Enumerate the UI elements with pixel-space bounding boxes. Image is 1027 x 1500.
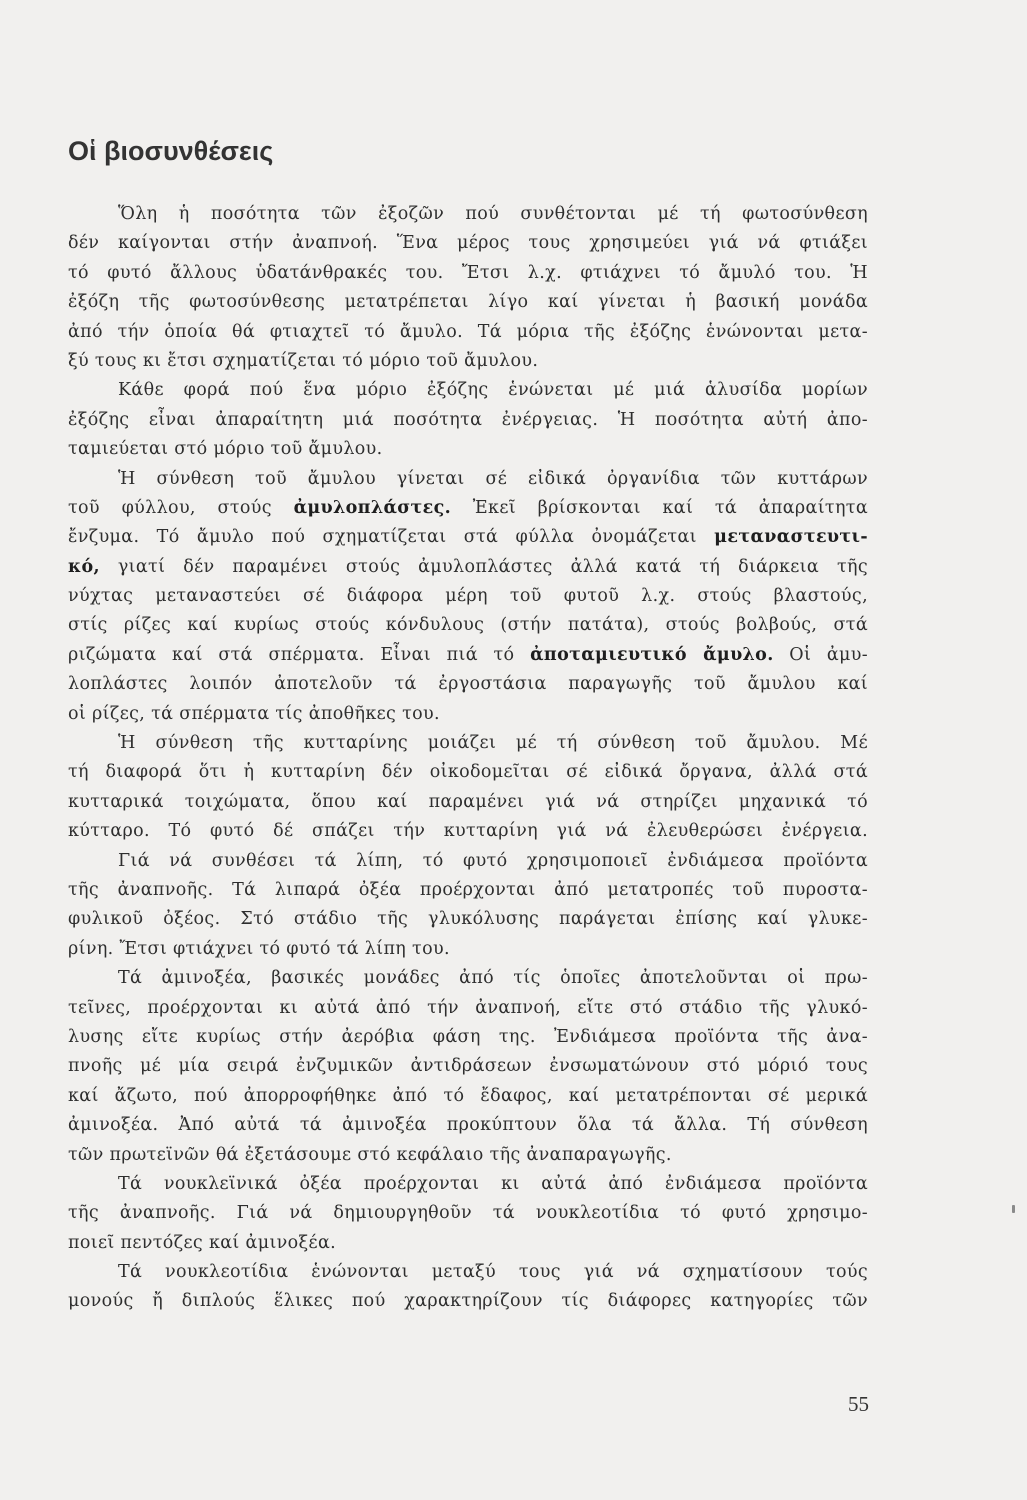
section-heading: Οἱ βιοσυνθέσεις <box>68 136 274 166</box>
text-line: κυτταρικά τοιχώματα, ὅπου καί παραμένει γιά νά στηρίζει μηχανικά τό <box>68 791 868 812</box>
book-page <box>68 0 868 1500</box>
text-line: ἀπό τήν ὁποία θά φτιαχτεῖ τό ἄμυλο. Τά μόρια τῆς ἐξόζης ἑνώνονται μετα- <box>68 321 868 342</box>
bold-term: ἀποταμιευτικό ἄμυλο. <box>530 644 774 665</box>
text-line: τό φυτό ἄλλους ὑδατάνθρακές του. Ἔτσι λ.χ. φτιάχνει τό ἄμυλό του. Ἡ <box>68 262 868 283</box>
text-line: λοπλάστες λοιπόν ἀποτελοῦν τά ἐργοστάσια παραγωγῆς τοῦ ἄμυλου καί <box>68 674 868 695</box>
text-segment: γιατί δέν παραμένει στούς ἀμυλοπλάστες ἀλλά κατά τή διάρκεια τῆς <box>99 556 868 577</box>
text-line <box>68 553 868 582</box>
text-line: ξύ τους κι ἔτσι σχηματίζεται τό μόριο τοῦ ἄμυλου. <box>68 350 539 371</box>
page-number: 55 <box>848 1392 869 1416</box>
text-line: τεῖνες, προέρχονται κι αὐτά ἀπό τήν ἀναπνοή, εἴτε στό στάδιο τῆς γλυκό- <box>68 997 868 1018</box>
text-line: τή διαφορά ὅτι ἡ κυτταρίνη δέν οἰκοδομεῖται σέ εἰδικά ὄργανα, ἀλλά στά <box>68 762 868 783</box>
text-line: Κάθε φορά πού ἕνα μόριο ἐξόζης ἑνώνεται μέ μιά ἁλυσίδα μορίων <box>118 380 868 401</box>
text-line: ἀμινοξέα. Ἀπό αὐτά τά ἀμινοξέα προκύπτουν ὅλα τά ἄλλα. Τή σύνθεση <box>68 1115 868 1136</box>
scan-speck <box>1012 1205 1015 1213</box>
text-segment: ριζώματα καί στά σπέρματα. Εἶναι πιά τό <box>68 644 531 665</box>
text-line: Τά ἀμινοξέα, βασικές μονάδες ἀπό τίς ὁποῖες ἀποτελοῦνται οἱ πρω- <box>118 968 868 989</box>
text-line: ποιεῖ πεντόζες καί ἀμινοξέα. <box>68 1232 337 1253</box>
text-segment: τοῦ φύλλου, στούς <box>68 497 294 518</box>
text-line: μονούς ἤ διπλούς ἕλικες πού χαρακτηρίζουν τίς διάφορες κατηγορίες τῶν <box>68 1291 868 1312</box>
text-line: Ἡ σύνθεση τῆς κυτταρίνης μοιάζει μέ τή σύνθεση τοῦ ἄμυλου. Μέ <box>118 733 868 754</box>
body-text <box>68 200 868 1317</box>
bold-term: κό, <box>68 556 100 577</box>
text-line: καί ἄζωτο, πού ἀπορροφήθηκε ἀπό τό ἔδαφος, καί μετατρέπονται σέ μερικά <box>68 1085 868 1106</box>
text-line: πνοῆς μέ μία σειρά ἐνζυμικῶν ἀντιδράσεων ἐνσωματώνουν στό μόριό τους <box>68 1056 868 1077</box>
text-line: φυλικοῦ ὀξέος. Στό στάδιο τῆς γλυκόλυσης παράγεται ἐπίσης καί γλυκε- <box>68 909 868 930</box>
text-line <box>68 641 868 670</box>
text-line: Τά νουκλεοτίδια ἑνώνονται μεταξύ τους γιά νά σχηματίσουν τούς <box>118 1262 868 1283</box>
text-line <box>68 523 868 552</box>
text-line <box>68 494 868 523</box>
text-line: Γιά νά συνθέσει τά λίπη, τό φυτό χρησιμοποιεῖ ἐνδιάμεσα προϊόντα <box>118 850 868 871</box>
bold-term: μεταναστευτι- <box>714 527 868 548</box>
text-line: τῆς ἀναπνοῆς. Γιά νά δημιουργηθοῦν τά νουκλεοτίδια τό φυτό χρησιμο- <box>68 1203 868 1224</box>
text-line: στίς ρίζες καί κυρίως στούς κόνδυλους (στήν πατάτα), στούς βολβούς, στά <box>68 615 868 636</box>
text-line: λυσης εἴτε κυρίως στήν ἀερόβια φάση της. Ἐνδιάμεσα προϊόντα τῆς ἀνα- <box>68 1026 868 1047</box>
text-line: ἐξόζης εἶναι ἀπαραίτητη μιά ποσότητα ἐνέργειας. Ἡ ποσότητα αὐτή ἀπο- <box>68 409 868 430</box>
text-line: Ἡ σύνθεση τοῦ ἄμυλου γίνεται σέ εἰδικά ὀργανίδια τῶν κυττάρων <box>118 468 868 489</box>
text-line: ταμιεύεται στό μόριο τοῦ ἄμυλου. <box>68 439 383 460</box>
text-segment: Ἐκεῖ βρίσκονται καί τά ἀπαραίτητα <box>451 497 868 518</box>
text-line: οἱ ρίζες, τά σπέρματα τίς ἀποθῆκες του. <box>68 703 440 724</box>
bold-term: ἀμυλοπλάστες. <box>293 497 452 518</box>
text-line: τῆς ἀναπνοῆς. Τά λιπαρά ὀξέα προέρχονται ἀπό μετατροπές τοῦ πυροστα- <box>68 879 868 900</box>
text-line: τῶν πρωτεϊνῶν θά ἐξετάσουμε στό κεφάλαιο τῆς ἀναπαραγωγῆς. <box>68 1144 672 1165</box>
text-segment: Οἱ ἀμυ- <box>773 644 868 665</box>
text-line: ρίνη. Ἔτσι φτιάχνει τό φυτό τά λίπη του. <box>68 938 450 959</box>
text-line: δέν καίγονται στήν ἀναπνοή. Ἕνα μέρος τους χρησιμεύει γιά νά φτιάξει <box>68 233 868 254</box>
text-line: Τά νουκλεϊνικά ὀξέα προέρχονται κι αὐτά ἀπό ἐνδιάμεσα προϊόντα <box>118 1173 868 1194</box>
text-line: Ὅλη ἡ ποσότητα τῶν ἐξοζῶν πού συνθέτονται μέ τή φωτοσύνθεση <box>118 204 868 224</box>
text-line: κύτταρο. Τό φυτό δέ σπάζει τήν κυτταρίνη γιά νά ἐλευθερώσει ἐνέργεια. <box>68 821 868 842</box>
text-segment: ἔνζυμα. Τό ἄμυλο πού σχηματίζεται στά φύλλα ὀνομάζεται <box>68 527 715 548</box>
text-line: ἐξόζη τῆς φωτοσύνθεσης μετατρέπεται λίγο καί γίνεται ἡ βασική μονάδα <box>68 292 868 313</box>
text-line: νύχτας μεταναστεύει σέ διάφορα μέρη τοῦ φυτοῦ λ.χ. στούς βλαστούς, <box>68 586 868 607</box>
